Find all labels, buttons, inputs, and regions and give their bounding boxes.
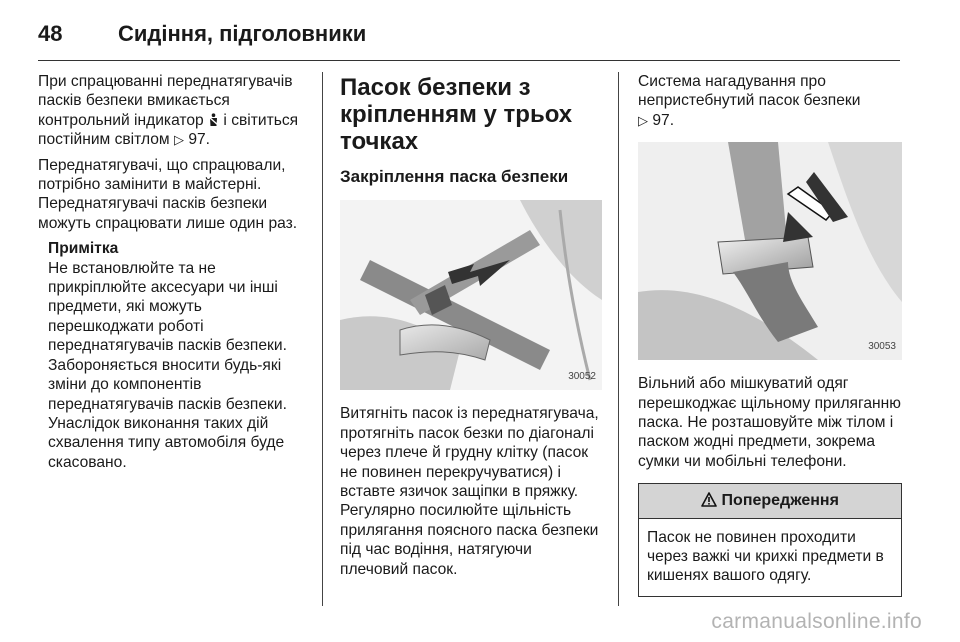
- page-reference[interactable]: 97.: [188, 131, 210, 149]
- column-middle: [340, 72, 602, 585]
- clothing-paragraph: Вільний або мішкуватий одяг перешкоджає щільному приляганню паска. Не розташовуйте між тілом і паском жодні предмети, зокрема сумки чи мобільні телефони.: [638, 375, 901, 470]
- column-divider-2: [618, 72, 619, 606]
- note-title: Примітка: [48, 240, 119, 258]
- column-left: [38, 72, 308, 478]
- warning-triangle-icon: [701, 492, 721, 509]
- reminder-paragraph: Система нагадування про непристебнутий пасок безпеки ▷ 97.: [638, 73, 861, 129]
- header-rule: [38, 60, 900, 61]
- warning-box: [638, 483, 902, 597]
- section-heading: Пасок безпеки з кріпленням у трьох точках: [340, 74, 573, 155]
- note-text: Не встановлюйте та не прикріплюйте аксесуари чи інші предмети, які можуть перешкоджати роботі переднатягувачів пасків безпеки. Забороняється вносити будь-які зміни до компонентів переднатягувачів пасків безпеки. Унаслідок виконання таких дій схвалення типу автомобіля буде скасовано.: [48, 259, 287, 471]
- warning-text: Пасок не повинен проходити через важкі чи крихкі предмети в кишенях вашого одягу.: [647, 528, 884, 585]
- pretensioner-paragraph: При спрацюванні переднатягувачів пасків безпеки вмикається контрольний індикатор і світиться постійним світлом ▷ 97.: [38, 73, 299, 149]
- column-right: [638, 72, 902, 597]
- watermark: carmanualsonline.info: [711, 610, 922, 633]
- page-number: 48: [38, 21, 63, 46]
- page-reference[interactable]: 97.: [652, 111, 675, 129]
- seatbelt-indicator-icon: [208, 112, 223, 129]
- subsection-heading: Закріплення паска безпеки: [340, 167, 569, 186]
- warning-title: Попередження: [721, 492, 839, 510]
- page-header: [38, 14, 366, 54]
- reference-arrow-icon: ▷: [173, 132, 184, 148]
- fastening-instructions: Витягніть пасок із переднатягувача, протягніть пасок безки по діагоналі через плече й грудну клітку (пасок не повинен перекручуватися) і вставте язичок защіпки в пряжку. Регулярно посилюйте щільність прилягання поясного паска безпеки під час водіння, натягуючи плечовий пасок.: [340, 405, 599, 578]
- replacement-paragraph: Переднатягувачі, що спрацювали, потрібно замінити в майстерні. Переднатягувачі пасків безпеки можуть спрацювати лише один раз.: [38, 156, 298, 232]
- seatbelt-fastening-illustration: [340, 200, 602, 390]
- section-title: Сидіння, підголовники: [118, 21, 367, 46]
- buckle-illustration: [638, 142, 902, 360]
- column-divider-1: [322, 72, 323, 606]
- warning-header: [639, 484, 901, 518]
- figure-number: 30052: [568, 371, 596, 382]
- figure-number: 30053: [868, 340, 896, 352]
- reference-arrow-icon: ▷: [638, 112, 648, 128]
